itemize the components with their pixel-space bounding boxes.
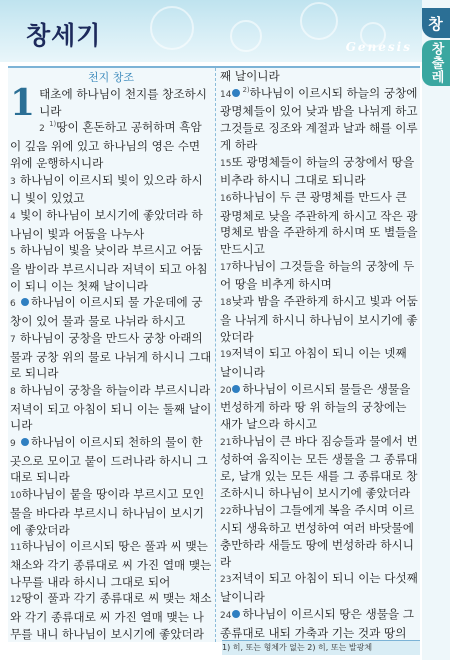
verse-text: 땅이 혼돈하고 공허하며 흑암이 깊음 위에 있고 하나님의 영은 수면 위에 운행하시니라: [10, 120, 202, 170]
verse-number: 22: [220, 506, 232, 517]
verse: [10, 486, 212, 538]
verse: [220, 68, 418, 85]
verse: [10, 242, 212, 294]
verse: [10, 119, 212, 171]
verse-text: 하나님이 그것들을 하늘의 궁창에 두어 땅을 비추게 하시며: [220, 258, 415, 292]
verse: [220, 189, 418, 258]
verse-number: 14: [220, 89, 232, 100]
verse-text: 빛이 하나님이 보시기에 좋았더라 하나님이 빛과 어둠을 나누사: [10, 207, 203, 241]
verse-text: 또 광명체들이 하늘의 궁창에서 땅을 비추라 하시니 그대로 되니라: [220, 154, 415, 188]
paragraph-marker-icon: [232, 89, 240, 97]
verse-number: 3: [10, 176, 16, 187]
verse-text: 하나님이 두 큰 광명체를 만드사 큰 광명체로 낮을 주관하게 하시고 작은 광명체로 밤을 주관하게 하시며 또 별들을 만드시고: [220, 189, 418, 257]
verse-text: 하나님이 궁창을 하늘이라 부르시니라 저녁이 되고 아침이 되니 이는 둘째 날이니라: [10, 382, 212, 433]
verse: [220, 293, 418, 345]
verse: [10, 382, 212, 434]
verse-number: 7: [10, 334, 16, 345]
verse-number: 15: [220, 158, 232, 169]
verse-number: 20: [220, 385, 232, 396]
book-header: [0, 0, 422, 62]
verse-text: 땅이 풀과 각기 종류대로 씨 맺는 채소와 각기 종류대로 씨 가진 열매 맺는 나무를 내니 하나님이 보시기에 좋았더라: [10, 591, 212, 641]
verse: [220, 154, 418, 189]
footnote-marker: 1): [49, 120, 57, 129]
verse: [220, 570, 418, 605]
verse-text: 하나님이 이르시되 물 가운데에 궁창이 있어 물과 물로 나뉘라 하시고: [10, 295, 203, 329]
verse-number: 17: [220, 262, 232, 273]
verse-text: 하나님이 큰 바다 짐승들과 물에서 번성하여 움직이는 모든 생물을 그 종류대로, 날개 있는 모든 새를 그 종류대로 창조하시니 하나님이 보시기에 좋았더라: [220, 433, 418, 500]
verse: [220, 381, 418, 433]
verse-text: 하나님이 뭍을 땅이라 부르시고 모인 물을 바다라 부르시니 하나님이 보시기에 좋았더라: [10, 487, 205, 537]
verse-number: 23: [220, 575, 232, 586]
verse-number: 9: [10, 439, 16, 450]
verse: [10, 538, 212, 590]
footnote-marker: 2): [242, 85, 250, 94]
verse-number: 10: [10, 491, 22, 502]
verse-text: 하나님이 이르시되 땅은 생물을 그 종류대로 내되 가축과 기는 것과 땅의: [220, 606, 414, 640]
paragraph-marker-icon: [21, 438, 29, 446]
verse-number: 19: [220, 350, 232, 361]
verse: [220, 433, 418, 502]
verse-text: 하나님이 빛을 낮이라 부르시고 어둠을 밤이라 부르시니라 저녁이 되고 아침이 되니 이는 첫째 날이니라: [10, 243, 208, 293]
verse-number: 12: [10, 595, 22, 606]
paragraph-marker-icon: [21, 298, 29, 306]
decorative-circle: [300, 2, 338, 40]
tab-current-book[interactable]: 창: [422, 8, 450, 38]
verse-number: 21: [220, 437, 232, 448]
verse-text: 째 날이니라: [220, 69, 280, 83]
verse: [220, 606, 418, 642]
verse: [10, 330, 212, 382]
verse: [10, 294, 212, 329]
verse-text: 하나님이 궁창을 만드사 궁창 아래의 물과 궁창 위의 물로 나뉘게 하시니 그대로 되니라: [10, 330, 212, 381]
decorative-circle: [150, 6, 194, 50]
verse-text: 태초에 하나님이 천지를 창조하시니라: [39, 87, 207, 118]
verse: [220, 345, 418, 380]
verse-number: 5: [10, 247, 16, 258]
verse-number: 6: [10, 299, 16, 310]
verse-number: 8: [10, 386, 16, 397]
left-column: [10, 68, 212, 642]
verse-text: 하나님이 이르시되 물들은 생물을 번성하게 하라 땅 위 하늘의 궁창에는 새가 날으라 하시고: [220, 381, 411, 432]
scripture-body: [8, 66, 420, 642]
decorative-circle: [230, 20, 262, 52]
verse: [10, 207, 212, 242]
paragraph-marker-icon: [232, 385, 240, 393]
section-heading: 천지 창조: [87, 71, 134, 84]
verse: [220, 502, 418, 571]
column-divider: [215, 68, 217, 642]
verse-number: 16: [220, 193, 232, 204]
verse: [10, 434, 212, 486]
verse-text: 낮과 밤을 주관하게 하시고 빛과 어둠을 나뉘게 하시니 하나님이 보시기에 좋았더라: [220, 294, 418, 344]
book-tabs: [422, 0, 450, 660]
verse-text: 하나님이 이르시되 하늘의 궁창에 광명체들이 있어 낮과 밤을 나뉘게 하고 그것들로 징조와 계절과 날과 해를 이루게 하라: [220, 85, 418, 152]
verse: [10, 590, 212, 642]
verse-number: 24: [220, 610, 232, 621]
verse-number: 2: [39, 124, 45, 135]
paragraph-marker-icon: [232, 610, 240, 618]
verse: [220, 85, 418, 154]
verse: [220, 258, 418, 293]
verse: [10, 172, 212, 207]
verse-text: 하나님이 그들에게 복을 주시며 이르시되 생육하고 번성하여 여러 바닷물에 충만하라 새들도 땅에 번성하라 하시니라: [220, 502, 415, 569]
tab-section[interactable]: 창출레: [422, 40, 450, 86]
verse-text: 하나님이 이르시되 빛이 있으라 하시니 빛이 있었고: [10, 172, 203, 206]
chapter-number: 1: [10, 82, 36, 124]
footnotes: 1) 히, 또는 형체가 없는 2) 히, 또는 발광체: [222, 640, 420, 655]
right-column: [220, 68, 418, 642]
verse-number: 4: [10, 211, 16, 222]
verse-text: 하나님이 이르시되 천하의 물이 한 곳으로 모이고 뭍이 드러나라 하시니 그대로 되니라: [10, 435, 208, 485]
book-title: 창세기: [26, 21, 102, 50]
verse-text: 저녁이 되고 아침이 되니 이는 넷째 날이니라: [220, 346, 407, 379]
verse-text: 하나님이 이르시되 땅은 풀과 씨 맺는 채소와 각기 종류대로 씨 가진 열매 맺는 나무를 내라 하시니 그대로 되어: [10, 539, 212, 589]
verse: [10, 82, 212, 124]
book-title-english: Genesis: [345, 40, 412, 54]
verse-number: 11: [10, 543, 22, 554]
verse-text: 저녁이 되고 아침이 되니 이는 다섯째 날이니라: [220, 571, 418, 605]
verse-number: 18: [220, 298, 232, 309]
